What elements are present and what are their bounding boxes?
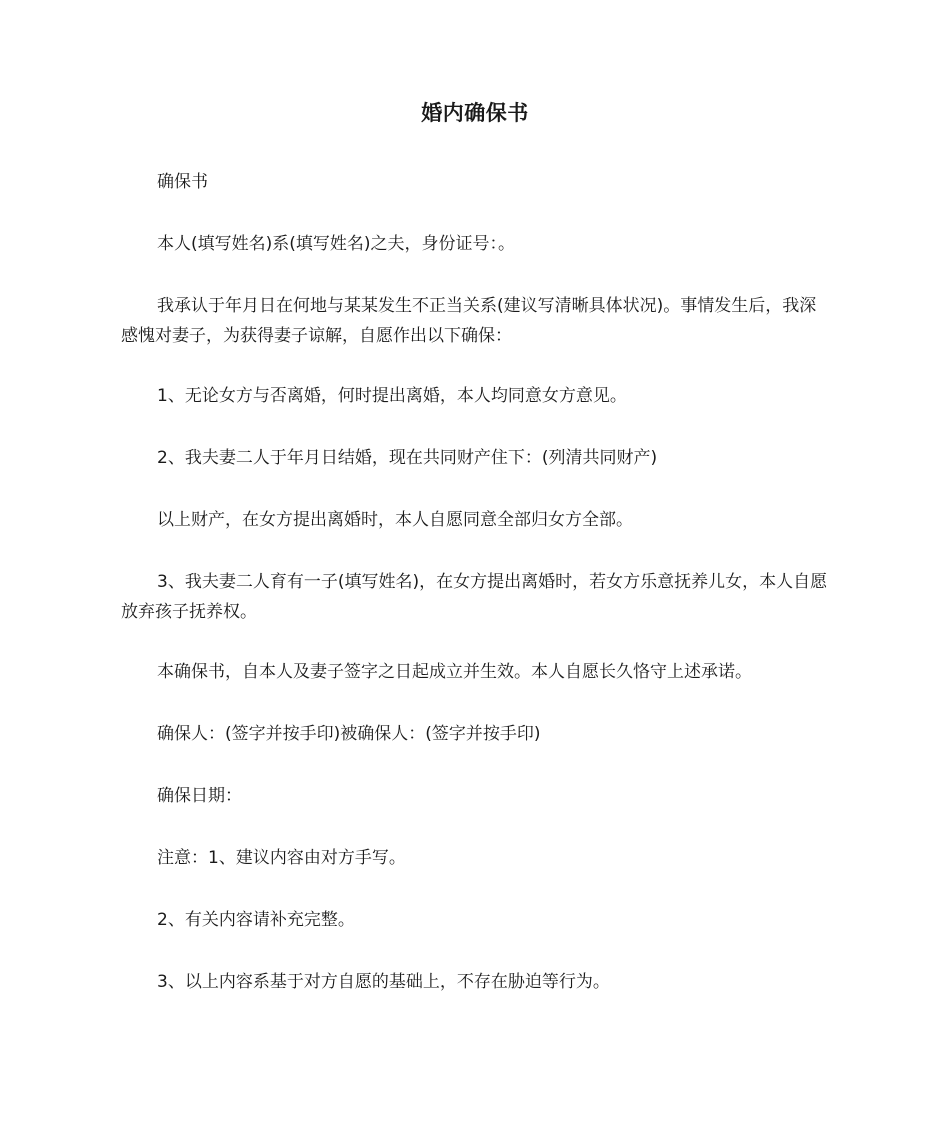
paragraph-item-2: 2、我夫妻二人于年月日结婚，现在共同财产住下：(列清共同财产) bbox=[157, 448, 658, 468]
paragraph-identity: 本人(填写姓名)系(填写姓名)之夫，身份证号：。 bbox=[157, 234, 516, 254]
paragraph-item-3: 3、我夫妻二人育有一子(填写姓名)，在女方提出离婚时，若女方乐意抚养儿女，本人自愿放弃孩子抚养权。 bbox=[121, 572, 828, 622]
paragraph-effectiveness: 本确保书，自本人及妻子签字之日起成立并生效。本人自愿长久恪守上述承诺。 bbox=[157, 662, 752, 682]
paragraph-signatures: 确保人：(签字并按手印)被确保人：(签字并按手印) bbox=[157, 724, 541, 744]
paragraph-note-2: 2、有关内容请补充完整。 bbox=[157, 910, 355, 930]
paragraph-admission: 我承认于年月日在何地与某某发生不正当关系(建议写清晰具体状况)。事情发生后，我深感愧对妻子，为获得妻子谅解，自愿作出以下确保： bbox=[121, 296, 817, 346]
document-title: 婚内确保书 bbox=[421, 101, 529, 125]
paragraph-note-1: 注意：1、建议内容由对方手写。 bbox=[157, 848, 406, 868]
paragraph-property: 以上财产，在女方提出离婚时，本人自愿同意全部归女方全部。 bbox=[157, 510, 633, 530]
paragraph-note-3: 3、以上内容系基于对方自愿的基础上，不存在胁迫等行为。 bbox=[157, 972, 610, 992]
paragraph-item-1: 1、无论女方与否离婚，何时提出离婚，本人均同意女方意见。 bbox=[157, 386, 627, 406]
paragraph-date: 确保日期： bbox=[157, 786, 242, 806]
paragraph-heading: 确保书 bbox=[157, 172, 208, 192]
